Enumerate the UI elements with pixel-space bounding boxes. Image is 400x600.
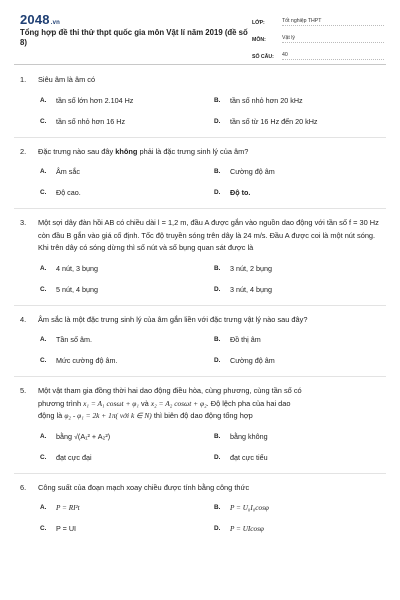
option-letter: B. [214,168,221,175]
equation-x1: x₁ = A₁ cosωt + φ₁ [83,398,139,408]
option-letter: B. [214,432,221,440]
question-text: Một sợi dây đàn hồi AB có chiều dài l = 1,2 m, đầu A được gắn vào nguồn dao động với tần số f = 30 Hz còn đầu B gắn vào giá cố định. Tốc độ truyền sóng trên dây là 24 m/s. Đầu A được coi là một nút sóng. Khi trên dây có sóng dừng thì số nút và số bụng quan sát được là [38,218,379,252]
option-text: Tần số âm. [56,335,92,344]
option-a[interactable] [40,167,214,177]
option-text: P = UIcosφ [230,525,264,533]
question-divider [14,208,386,209]
question-list [0,74,400,534]
option-text: P = UI [56,524,77,533]
option-text: tần số lớn hơn 2.104 Hz [56,95,134,105]
options [40,335,400,366]
question-4 [0,314,400,367]
question-divider [14,305,386,306]
question-stem [0,146,400,159]
question-text-part: Một vật tham gia đồng thời hai dao động điều hòa, cùng phương, cùng tần số có [38,386,302,395]
option-text: Cường độ âm [230,167,275,176]
option-a[interactable] [40,335,214,345]
question-stem [0,217,400,255]
option-letter: D. [214,525,221,532]
question-number: 2. [20,146,27,156]
option-letter: B. [214,336,221,343]
option-text: Đồ thị âm [230,335,261,344]
question-text-part: Đặc trưng nào sau đây [38,146,116,156]
question-text-part: động là [38,411,65,420]
exam-title: Tổng hợp đề thi thử thpt quốc gia môn Vật lí năm 2019 (đề số 8) [20,28,248,47]
question-stem [0,385,400,423]
question-5 [0,385,400,463]
meta-count-label: SỐ CÂU: [252,54,274,60]
question-text: Âm sắc là một đặc trưng sinh lý của âm gắn liền với đặc trưng vật lý nào sau đây? [38,314,308,324]
meta-class-row [252,12,384,26]
option-letter: B. [214,504,221,511]
options [40,432,400,463]
logo-suffix: .vn [50,20,61,26]
option-d[interactable] [214,117,388,127]
option-letter: A. [40,168,47,175]
option-b[interactable] [214,264,388,274]
question-divider [14,137,386,138]
option-text: 5 nút, 4 bụng [56,284,98,294]
equation-x2: x₂ = A₂ cosωt + φ₂ [150,398,207,408]
options [40,264,400,295]
option-text: 4 nút, 3 bụng [56,263,98,273]
option-text: P = RI²t [56,504,80,512]
option-letter: B. [214,96,221,104]
option-b[interactable] [214,503,388,513]
option-b[interactable] [214,96,388,106]
option-letter: A. [40,432,47,440]
question-text: Công suất của đoạn mạch xoay chiều được tính bằng công thức [38,482,250,492]
question-number: 4. [20,314,27,324]
question-text-part: . Độ lệch pha của hai dao [206,398,291,408]
option-b[interactable] [214,432,388,442]
question-divider [14,473,386,474]
question-emphasis: không [115,146,138,156]
option-a[interactable] [40,432,214,442]
question-1 [0,74,400,127]
logo-text: 2048 [20,12,50,27]
option-letter: D. [214,285,221,293]
meta-count-value: 40 [282,52,384,60]
option-letter: D. [214,357,221,364]
option-text: tần số nhỏ hơn 20 kHz [230,95,303,105]
options [40,96,400,127]
header-divider [14,64,386,65]
option-text: bằng không [230,431,268,441]
option-text: bằng √(A₁² + A₂²) [56,431,111,441]
option-c[interactable] [40,117,214,127]
option-text: Độ cao. [56,188,81,197]
option-letter: C. [40,285,47,293]
option-letter: B. [214,264,221,272]
option-text: đạt cực tiểu [230,452,268,462]
question-number: 6. [20,482,27,492]
meta-subject-row [252,29,384,43]
question-text-part: thì biên độ dao động tổng hợp [151,411,253,420]
page-header [0,0,400,64]
exam-meta [252,12,384,63]
meta-subject-value: Vật lý [282,35,384,43]
option-letter: D. [214,453,221,461]
option-c[interactable] [40,453,214,463]
question-6 [0,482,400,535]
question-3 [0,217,400,295]
option-letter: A. [40,336,47,343]
question-text-part: và [138,398,151,408]
option-letter: D. [214,189,221,196]
question-number: 1. [20,75,27,84]
option-text: 3 nút, 4 bụng [230,284,272,294]
question-text-part: phương trình [38,398,84,408]
option-text: Âm sắc [56,167,80,176]
option-text: tần số từ 16 Hz đến 20 kHz [230,116,318,126]
option-d[interactable] [214,188,388,198]
option-a[interactable] [40,264,214,274]
option-c[interactable] [40,356,214,366]
option-text: đạt cực đại [56,452,92,462]
meta-class-value: Tốt nghiệp THPT [282,18,384,26]
options [40,167,400,198]
option-d[interactable] [214,356,388,366]
question-divider [14,376,386,377]
meta-subject-label: MÔN: [252,37,266,43]
option-a[interactable] [40,96,214,106]
option-letter: D. [214,117,221,125]
option-text: P = U₀I₀cosφ [230,504,269,512]
option-letter: C. [40,117,47,125]
meta-count-row [252,46,384,60]
question-stem [0,482,400,495]
option-d[interactable] [214,524,388,534]
option-c[interactable] [40,188,214,198]
option-text: Cường độ âm [230,356,275,365]
question-text: Siêu âm là âm có [38,75,96,84]
option-c[interactable] [40,524,214,534]
option-b[interactable] [214,335,388,345]
question-number: 3. [20,218,27,227]
option-letter: A. [40,96,47,104]
option-d[interactable] [214,285,388,295]
option-text: tần số nhỏ hơn 16 Hz [56,116,126,126]
option-letter: C. [40,357,47,364]
meta-class-label: LỚP: [252,20,265,26]
option-letter: A. [40,504,47,511]
option-c[interactable] [40,285,214,295]
option-letter: C. [40,453,47,461]
equation-phase: φ₂ - φ₁ = 2k + 1π( với k ∈ N) [64,411,152,420]
option-letter: C. [40,189,47,196]
option-a[interactable] [40,503,214,513]
option-text: 3 nút, 2 bụng [230,263,272,273]
option-text: Độ to. [230,188,251,197]
options [40,503,400,534]
question-2 [0,146,400,199]
option-letter: A. [40,264,47,272]
question-text-part: phải là đặc trưng sinh lý của âm? [137,146,249,156]
question-stem [0,314,400,327]
question-number: 5. [20,386,27,395]
site-logo[interactable] [20,12,60,27]
option-d[interactable] [214,453,388,463]
option-text: Mức cường độ âm. [56,356,118,365]
option-letter: C. [40,525,47,532]
question-stem [0,74,400,87]
option-b[interactable] [214,167,388,177]
